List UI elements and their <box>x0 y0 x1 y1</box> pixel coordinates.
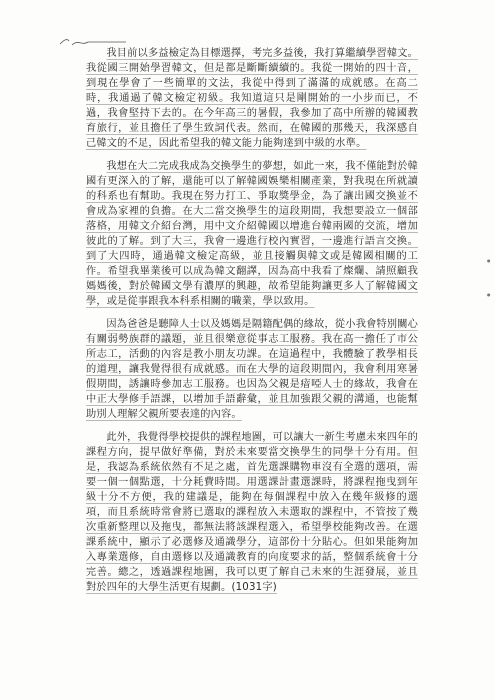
paragraph-1: 我目前以多益檢定為目標選擇，考完多益後，我打算繼續學習韓文。我從國三開始學習韓文，但是都是斷斷續續的。我從一開始的四十音，到現在學會了一些簡單的文法，我從中得到了滿滿的成就感。在高二時，我通過了韓文檢定初級。我知道這只是剛開始的一小步而已，不過，我會堅持下去的。在今年高三的暑假，我參加了高中所辦的韓國教育旅行，並且擔任了學生致詞代表。然而，在韓國的那幾天，我深感自己韓文的不足，因此希望我的韓文能力能夠達到中級的水準。 <box>86 48 419 149</box>
essay-body <box>86 46 418 603</box>
word-count: (1031字) <box>231 582 277 593</box>
scan-speck: ● <box>487 258 491 263</box>
paragraph-4-text: 此外，我覺得學校提供的課程地圖，可以讓大一新生考慮未來四年的課程方向，提早做好準備，對於未來要當交換學生的同學十分有用。但是，我認為系統依然有不足之處，首先選課購物車沒有全選的選項，需要一個一個點選，十分耗費時間。用選課計畫選課時，將課程拖曳到年級十分不方便，我的建議是，能夠在每個課程中放入在幾年級修的選項，而且系統時常會將已選取的課程放入未選取的課程中，不管按了幾次重新整理以及拖曳，都無法將該課程選入，希望學校能夠改善。在選課系統中，顯示了必選修及通識學分，這部份十分貼心。但如果能夠加入專業選修，自由選修以及通識教育的向度要求的話，整個系統會十分完善。總之，透過課程地圖，我可以更了解自己未來的生涯發展，並且對於四年的大學生活更有規劃。 <box>86 432 419 593</box>
scan-speck: ● <box>487 292 491 297</box>
paragraph-4 <box>86 430 418 595</box>
paragraph-2: 我想在大二完成我成為交換學生的夢想，如此一來，我不僅能對於韓國有更深入的了解，還能可以了解韓國娛樂相關產業，對我現在所就讀的科系也有幫助。我現在努力打工、爭取獎學金，為了讓出國交換並不會成為家裡的負擔。在大二當交換學生的這段期間，我想要設立一個部落格，用韓文介紹台灣，用中文介紹韓國以增進台韓兩國的交流，增加彼此的了解。到了大三，我會一邊進行校內實習，一邊進行語言交換。到了大四時，通過韓文檢定高級，並且接觸與韓文或是韓國相關的工作。希望我畢業後可以成為韓文翻譯，因為高中我看了燦爛、請照顧我媽媽後，對於韓國文學有濃厚的興趣，故希望能夠讓更多人了解韓國文學，或是從事跟我本科系相關的職業，學以致用。 <box>86 161 419 307</box>
paragraph-3: 因為爸爸是聽障人士以及媽媽是隔籍配偶的緣故，從小我會特別關心有關弱勢族群的議題，並且很樂意從事志工服務。我在高一擔任了市公所志工，活動的內容是教小朋友功課。在這過程中，我體驗了教學相長的道理，讓我覺得很有成就感。而在大學的這段期間內，我會利用寒暑假期間，誘讓時參加志工服務。也因為父親是瘖啞人士的緣故，我會在中正大學修手語課，以增加手語辭彙，並且加強跟父親的溝通，也能幫助別人理解父親所要表達的內容。 <box>86 319 419 420</box>
